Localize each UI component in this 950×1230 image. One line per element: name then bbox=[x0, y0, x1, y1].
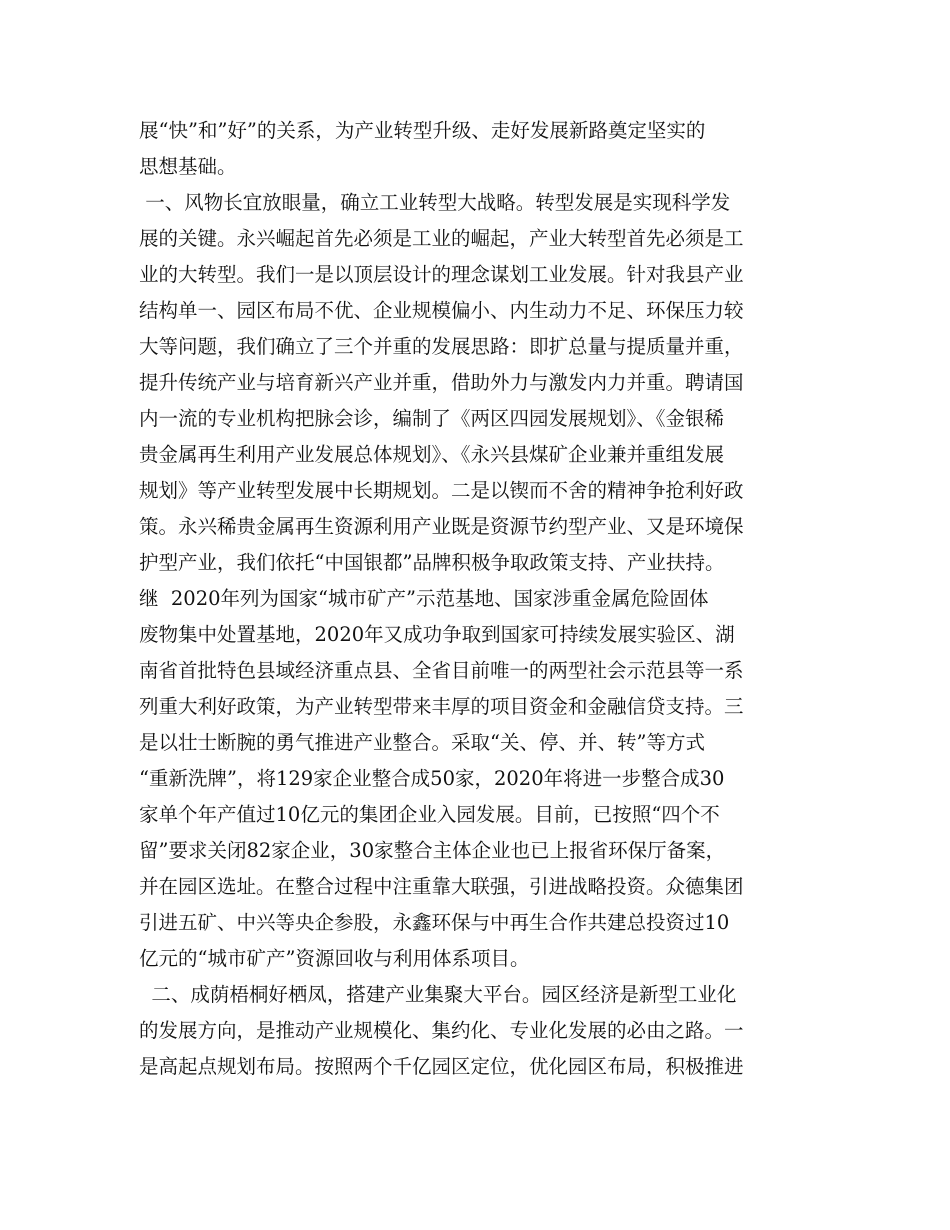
text-line: 结构单一、园区布局不优、企业规模偏小、内生动力不足、环保压力较 bbox=[139, 299, 744, 322]
text-line: 业的大转型。我们一是以顶层设计的理念谋划工业发展。针对我县产业 bbox=[139, 263, 744, 286]
text-line: 并在园区选址。在整合过程中注重靠大联强，引进战略投资。众德集团 bbox=[139, 875, 744, 898]
text-line: 规划》等产业转型发展中长期规划。二是以锲而不舍的精神争抢利好政 bbox=[139, 479, 744, 502]
section-heading-line: 一、风物长宜放眼量，确立工业转型大战略。转型发展是实现科学发 bbox=[139, 191, 731, 214]
text-line: 护型产业，我们依托“中国银都”品牌积极争取政策支持、产业扶持。 bbox=[139, 551, 725, 574]
body-text bbox=[139, 113, 819, 1085]
text-line: 的发展方向，是推动产业规模化、集约化、专业化发展的必由之路。一 bbox=[139, 1019, 744, 1042]
text-line: “重新洗牌”，将129家企业整合成50家，2020年将进一步整合成30 bbox=[139, 767, 725, 790]
text-line: 提升传统产业与培育新兴产业并重，借助外力与激发内力并重。聘请国 bbox=[139, 371, 744, 394]
text-line: 列重大利好政策，为产业转型带来丰厚的项目资金和金融信贷支持。三 bbox=[139, 695, 744, 718]
text-line: 大等问题，我们确立了三个并重的发展思路：即扩总量与提质量并重， bbox=[139, 335, 744, 358]
text-line: 亿元的“城市矿产”资源回收与利用体系项目。 bbox=[139, 947, 530, 970]
text-line: 是以壮士断腕的勇气推进产业整合。采取“关、停、并、转”等方式 bbox=[139, 731, 705, 754]
text-line: 引进五矿、中兴等央企参股，永鑫环保与中再生合作共建总投资过10 bbox=[139, 911, 730, 934]
text-line: 策。永兴稀贵金属再生资源利用产业既是资源节约型产业、又是环境保 bbox=[139, 515, 744, 538]
section-heading-line: 二、成荫梧桐好栖凤，搭建产业集聚大平台。园区经济是新型工业化 bbox=[139, 983, 737, 1006]
text-line: 是高起点规划布局。按照两个千亿园区定位，优化园区布局，积极推进 bbox=[139, 1055, 744, 1078]
text-line: 内一流的专业机构把脉会诊，编制了《两区四园发展规划》、《金银稀 bbox=[139, 407, 725, 430]
text-line: 废物集中处置基地，2020年又成功争取到国家可持续发展实验区、湖 bbox=[139, 623, 735, 646]
text-line: 继 2020年列为国家“城市矿产”示范基地、国家涉重金属危险固体 bbox=[139, 587, 709, 610]
text-line: 南省首批特色县域经济重点县、全省目前唯一的两型社会示范县等一系 bbox=[139, 659, 744, 682]
text-line: 展“快”和”好”的关系，为产业转型升级、走好发展新路奠定坚实的 bbox=[139, 119, 706, 142]
text-line: 思想基础。 bbox=[139, 155, 237, 178]
text-line: 贵金属再生利用产业发展总体规划》、《永兴县煤矿企业兼并重组发展 bbox=[139, 443, 725, 466]
text-line: 留”要求关闭82家企业，30家整合主体企业也已上报省环保厅备案， bbox=[139, 839, 726, 862]
text-line: 家单个年产值过10亿元的集团企业入园发展。目前，已按照“四个不 bbox=[139, 803, 720, 826]
text-line: 展的关键。永兴崛起首先必须是工业的崛起，产业大转型首先必须是工 bbox=[139, 227, 744, 250]
